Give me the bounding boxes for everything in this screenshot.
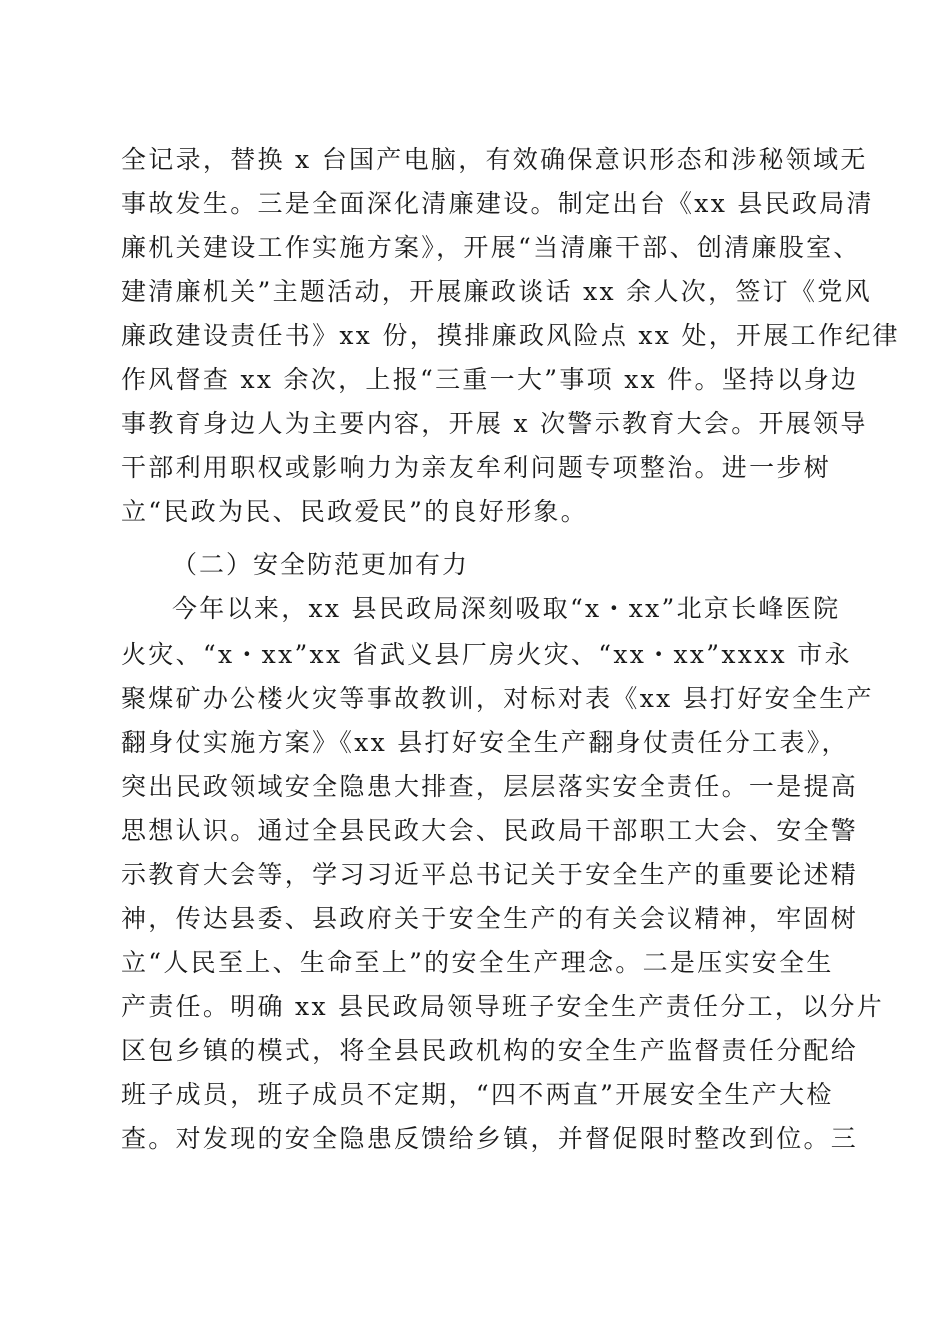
paragraph-2-line: 区包乡镇的模式，将全县民政机构的安全生产监督责任分配给 — [121, 1036, 859, 1065]
paragraph-2-line: 立“人民至上、生命至上”的安全生产理念。二是压实安全生 — [121, 948, 834, 977]
paragraph-1-line: 事故发生。三是全面深化清廉建设。制定出台《xx 县民政局清 — [121, 189, 874, 218]
paragraph-2-line: 火灾、“x・xx”xx 省武义县厂房火灾、“xx・xx”xxxx 市永 — [121, 640, 852, 669]
paragraph-1-line: 全记录，替换 x 台国产电脑，有效确保意识形态和涉秘领域无 — [121, 145, 868, 174]
paragraph-2-line: 聚煤矿办公楼火灾等事故教训，对标对表《xx 县打好安全生产 — [121, 684, 874, 713]
paragraph-1-line: 干部利用职权或影响力为亲友牟利问题专项整治。进一步树 — [121, 453, 831, 482]
paragraph-1-line: 廉政建设责任书》xx 份，摸排廉政风险点 xx 处，开展工作纪律 — [121, 321, 900, 350]
paragraph-2-line: 产责任。明确 xx 县民政局领导班子安全生产责任分工，以分片 — [121, 992, 885, 1021]
paragraph-2-line: 示教育大会等，学习习近平总书记关于安全生产的重要论述精 — [121, 860, 859, 889]
paragraph-1-line: 事教育身边人为主要内容，开展 x 次警示教育大会。开展领导 — [121, 409, 868, 438]
paragraph-2-line: 思想认识。通过全县民政大会、民政局干部职工大会、安全警 — [121, 816, 859, 845]
paragraph-2-line: 翻身仗实施方案》《xx 县打好安全生产翻身仗责任分工表》， — [121, 728, 849, 757]
paragraph-1-line: 廉机关建设工作实施方案》，开展“当清廉干部、创清廉股室、 — [121, 233, 861, 262]
section-heading: （二）安全防范更加有力 — [172, 550, 470, 579]
paragraph-2-line: 突出民政领域安全隐患大排查，层层落实安全责任。一是提高 — [121, 772, 859, 801]
paragraph-2-line: 查。对发现的安全隐患反馈给乡镇，并督促限时整改到位。三 — [121, 1124, 859, 1153]
paragraph-1-line: 建清廉机关”主题活动，开展廉政谈话 xx 余人次，签订《党风 — [121, 277, 872, 306]
paragraph-1-line: 立“民政为民、民政爱民”的良好形象。 — [121, 497, 588, 526]
paragraph-1-line: 作风督查 xx 余次，上报“三重一大”事项 xx 件。坚持以身边 — [121, 365, 859, 394]
paragraph-2-line: 班子成员，班子成员不定期，“四不两直”开展安全生产大检 — [121, 1080, 834, 1109]
paragraph-2-line: 今年以来，xx 县民政局深刻吸取“x・xx”北京长峰医院 — [172, 594, 841, 623]
paragraph-2-line: 神，传达县委、县政府关于安全生产的有关会议精神，牢固树 — [121, 904, 859, 933]
